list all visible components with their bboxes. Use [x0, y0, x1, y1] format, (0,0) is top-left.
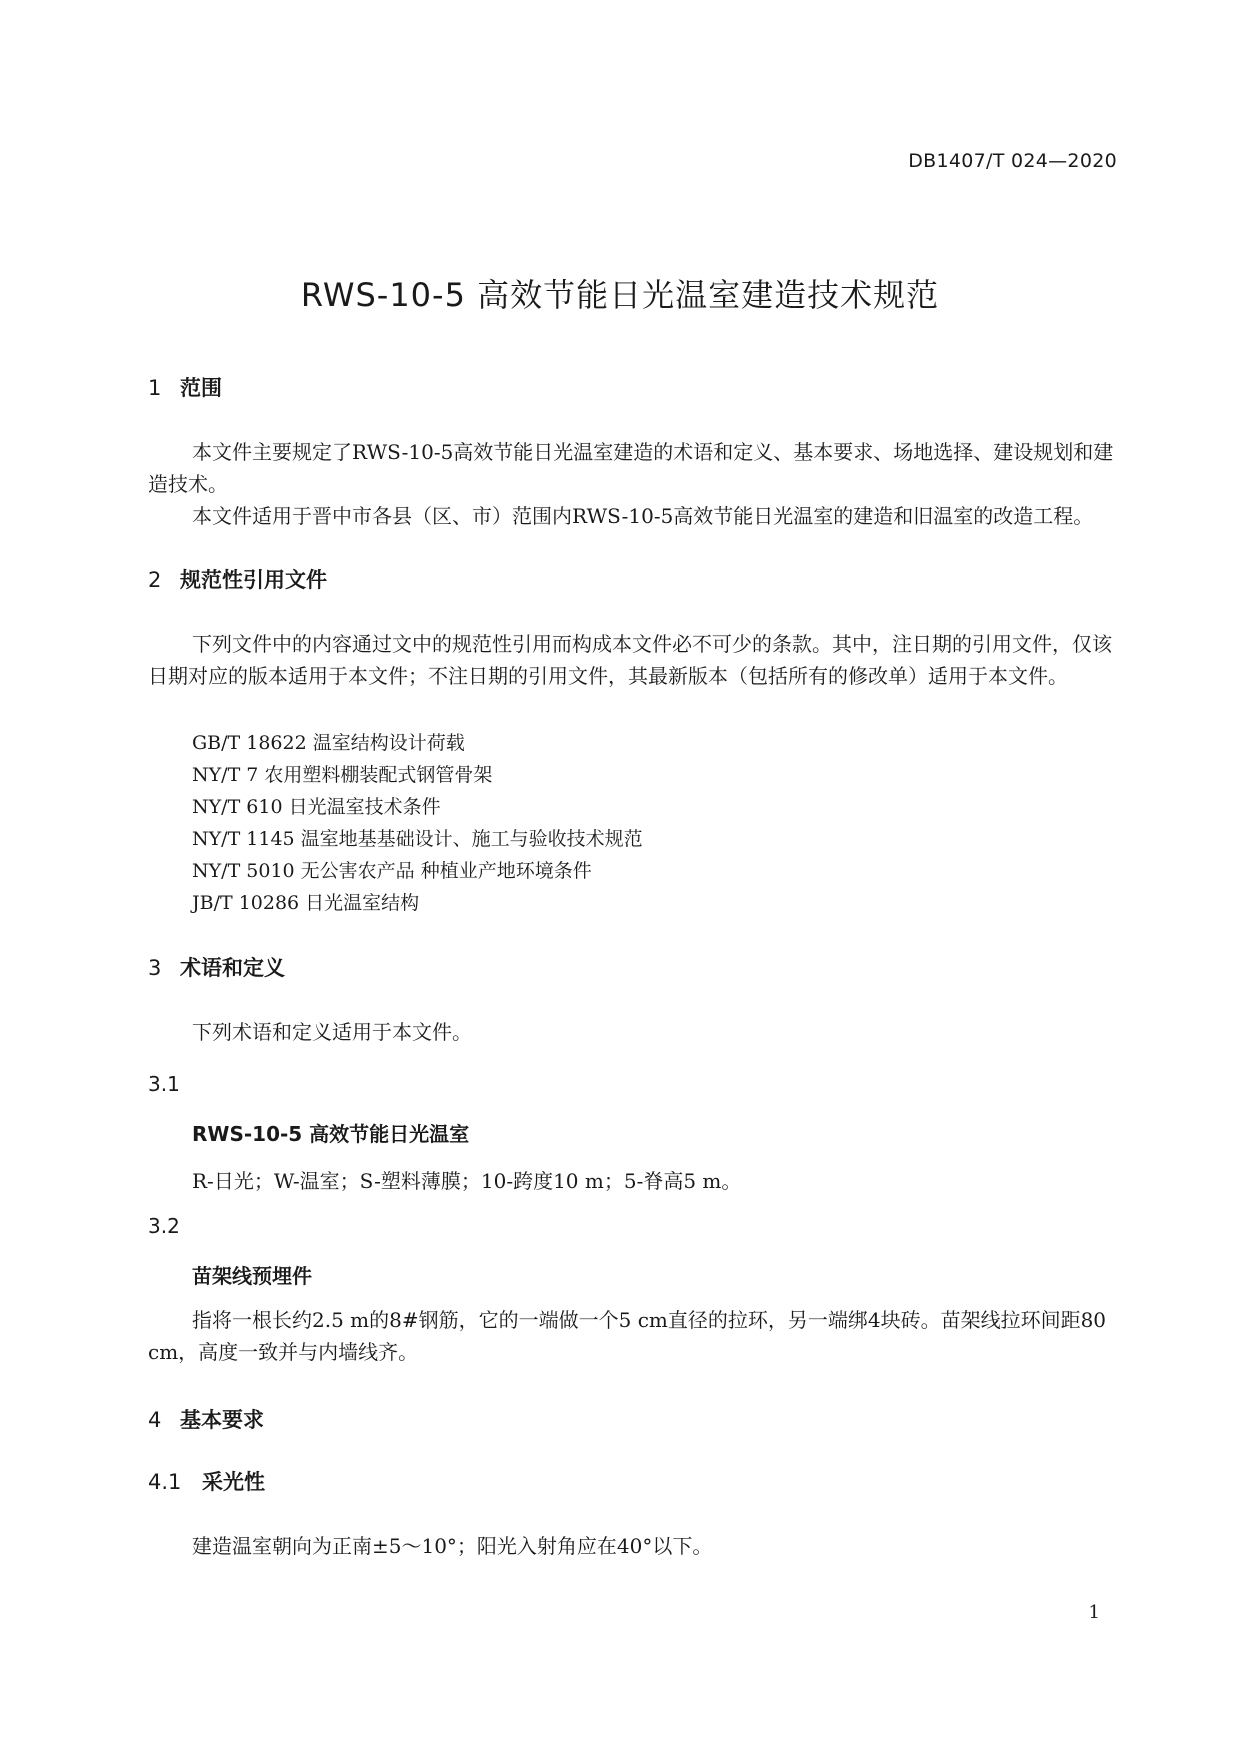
reference-item: NY/T 610 日光温室技术条件 — [192, 796, 441, 818]
subsection-number: 4.1 — [148, 1470, 182, 1494]
section-number: 1 — [148, 376, 162, 400]
section-4-heading — [148, 1404, 264, 1434]
reference-item: GB/T 18622 温室结构设计荷载 — [192, 732, 465, 754]
reference-item: NY/T 7 农用塑料棚装配式钢管骨架 — [192, 764, 493, 786]
document-title: RWS-10-5 高效节能日光温室建造技术规范 — [300, 276, 940, 314]
subsection-title: 采光性 — [202, 1470, 265, 1494]
section-2-heading — [148, 564, 327, 594]
section-title: 规范性引用文件 — [180, 568, 327, 592]
term-3-2-title: 苗架线预埋件 — [192, 1264, 312, 1288]
term-3-1-definition: R-日光；W-温室；S-塑料薄膜；10-跨度10 m；5-脊高5 m。 — [192, 1169, 742, 1193]
term-3-2-number: 3.2 — [148, 1214, 180, 1238]
reference-item: NY/T 5010 无公害农产品 种植业产地环境条件 — [192, 860, 592, 882]
section-1-paragraph-2: 本文件适用于晋中市各县（区、市）范围内RWS-10-5高效节能日光温室的建造和旧温室的改造工程。 — [192, 504, 1094, 528]
section-title: 术语和定义 — [180, 956, 285, 980]
term-3-2-definition: 指将一根长约2.5 m的8#钢筋，它的一端做一个5 cm直径的拉环，另一端绑4块砖。苗架线拉环间距80 cm，高度一致并与内墙线齐。 — [148, 1308, 1107, 1364]
section-1-heading — [148, 372, 222, 402]
section-3-paragraph-1: 下列术语和定义适用于本文件。 — [192, 1020, 472, 1044]
page-number: 1 — [1088, 1602, 1100, 1623]
term-3-1-number: 3.1 — [148, 1072, 180, 1096]
document-number: DB1407/T 024—2020 — [908, 150, 1117, 172]
section-number: 3 — [148, 956, 162, 980]
section-number: 2 — [148, 568, 162, 592]
section-1-paragraph-1: 本文件主要规定了RWS-10-5高效节能日光温室建造的术语和定义、基本要求、场地选择、建设规划和建造技术。 — [148, 440, 1114, 496]
subsection-4-1-heading — [148, 1466, 265, 1496]
section-title: 范围 — [180, 376, 222, 400]
section-3-heading — [148, 952, 285, 982]
section-2-paragraph-1: 下列文件中的内容通过文中的规范性引用而构成本文件必不可少的条款。其中，注日期的引用文件，仅该日期对应的版本适用于本文件；不注日期的引用文件，其最新版本（包括所有的修改单）适用于本文件。 — [148, 632, 1112, 688]
section-number: 4 — [148, 1408, 162, 1432]
reference-item: NY/T 1145 温室地基基础设计、施工与验收技术规范 — [192, 828, 643, 850]
subsection-4-1-paragraph: 建造温室朝向为正南±5～10°；阳光入射角应在40°以下。 — [192, 1534, 713, 1558]
reference-item: JB/T 10286 日光温室结构 — [192, 892, 420, 914]
term-3-1-title: RWS-10-5 高效节能日光温室 — [192, 1122, 470, 1146]
section-title: 基本要求 — [180, 1408, 264, 1432]
